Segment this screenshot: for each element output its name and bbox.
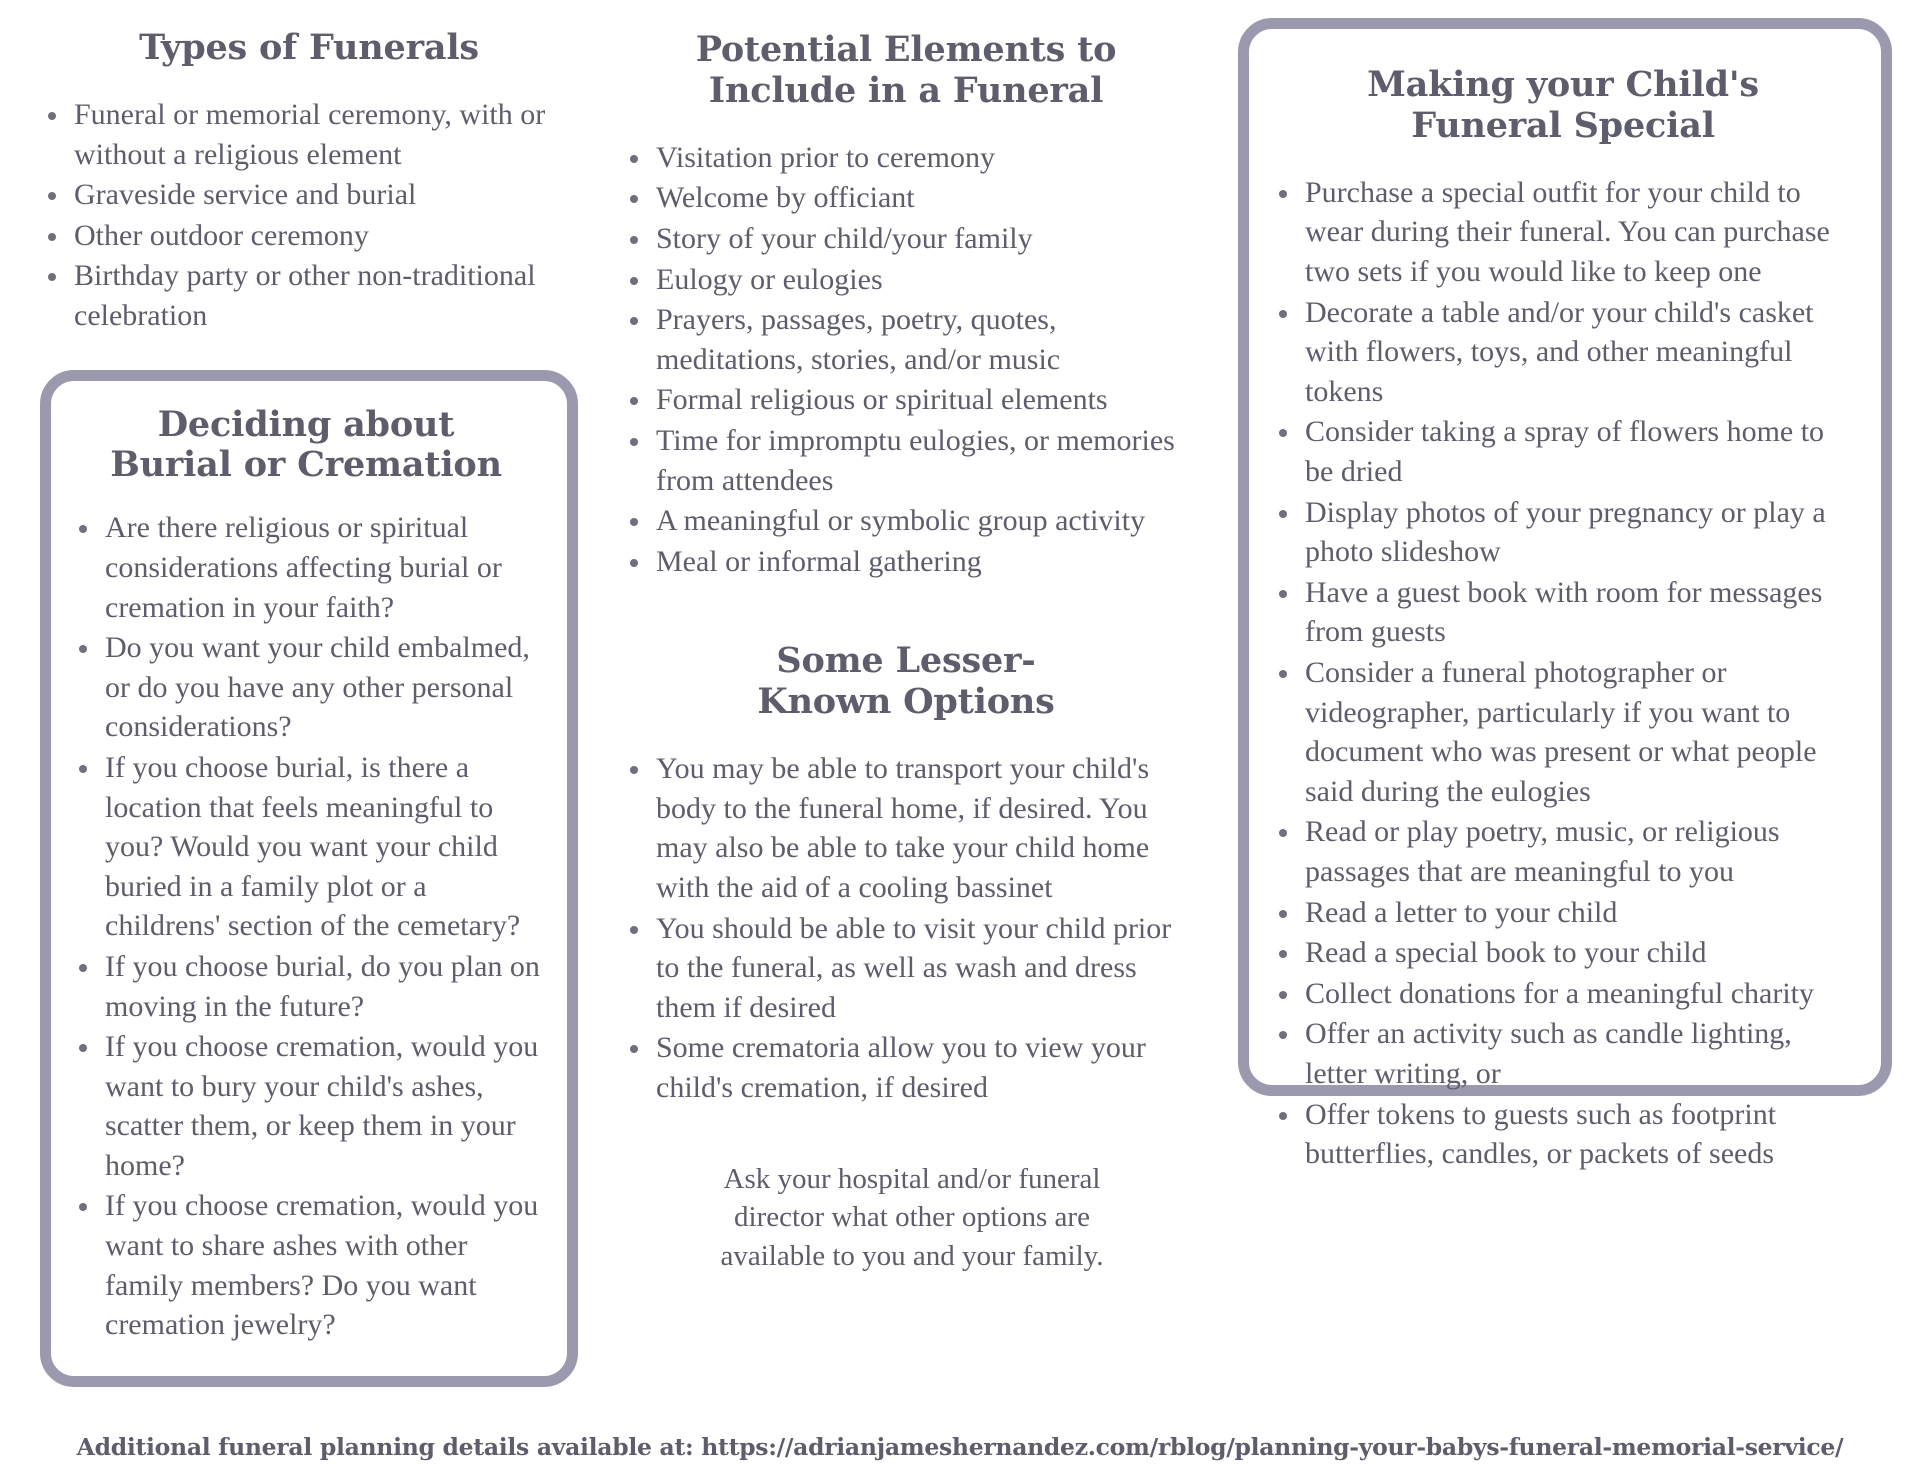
list-item: If you choose cremation, would you want to bury your child's ashes, scatter them, or keep them in your home? (71, 1027, 541, 1185)
list-item: If you choose cremation, would you want to share ashes with other family members? Do you want cremation jewelry? (71, 1186, 541, 1344)
list-item: Funeral or memorial ceremony, with or without a religious element (40, 95, 578, 174)
list-item: Welcome by officiant (622, 178, 1190, 218)
title-line-2: Known Options (757, 681, 1055, 723)
list-item: Read a special book to your child (1271, 933, 1855, 973)
list-item: Birthday party or other non-traditional celebration (40, 256, 578, 335)
list-item: Formal religious or spiritual elements (622, 380, 1190, 420)
closing-note (622, 1160, 1190, 1277)
list-item: If you choose burial, is there a location that feels meaningful to you? Would you want your child buried in a family plot or a childrens' section of the cemetary? (71, 748, 541, 946)
potential-elements-list (622, 138, 1190, 582)
burial-or-cremation-title (71, 405, 541, 487)
list-item: Visitation prior to ceremony (622, 138, 1190, 178)
list-item: Some crematoria allow you to view your child's cremation, if desired (622, 1028, 1190, 1107)
list-item: Prayers, passages, poetry, quotes, meditations, stories, and/or music (622, 300, 1190, 379)
making-special-list (1271, 173, 1855, 1174)
title-line-1: Potential Elements to (695, 29, 1117, 70)
list-item: Graveside service and burial (40, 175, 578, 215)
list-item: Offer an activity such as candle lighting, letter writing, or (1271, 1014, 1855, 1093)
list-item: A meaningful or symbolic group activity (622, 501, 1190, 541)
potential-elements-section (622, 30, 1190, 581)
types-of-funerals-section (40, 28, 578, 336)
closing-note-line-2: director what other options are (734, 1201, 1090, 1234)
types-of-funerals-title: Types of Funerals (139, 27, 479, 68)
title-line-1: Deciding about (157, 403, 455, 445)
list-item: You may be able to transport your child's body to the funeral home, if desired. You may also be able to take your child home with the aid of a cooling bassinet (622, 749, 1190, 907)
footer-url-note: Additional funeral planning details available at: https://adrianjameshernandez.com/rblog/planning-your-babys-funeral-memorial-service/ (76, 1433, 1844, 1461)
title-line-2: Funeral Special (1411, 104, 1715, 146)
title-line-1: Making your Child's (1367, 64, 1759, 105)
closing-note-line-3: available to you and your family. (720, 1240, 1104, 1273)
title-line-2: Include in a Funeral (708, 69, 1104, 111)
types-of-funerals-list (40, 95, 578, 336)
making-special-box (1238, 18, 1892, 1171)
list-item: Read or play poetry, music, or religious passages that are meaningful to you (1271, 812, 1855, 891)
burial-or-cremation-box (40, 370, 578, 1387)
title-line-2: Burial or Cremation (110, 444, 502, 486)
list-item: Other outdoor ceremony (40, 216, 578, 256)
list-item: You should be able to visit your child prior to the funeral, as well as wash and dress them if desired (622, 909, 1190, 1028)
list-item: Time for impromptu eulogies, or memories from attendees (622, 421, 1190, 500)
potential-elements-title (622, 30, 1190, 112)
list-item: Display photos of your pregnancy or play a photo slideshow (1271, 493, 1855, 572)
list-item: Have a guest book with room for messages from guests (1271, 573, 1855, 652)
list-item: Consider taking a spray of flowers home to be dried (1271, 412, 1855, 491)
burial-or-cremation-list (71, 508, 541, 1344)
middle-column (600, 0, 1220, 1305)
lesser-known-options-title (622, 641, 1190, 723)
right-column (1220, 0, 1920, 1171)
list-item: If you choose burial, do you plan on moving in the future? (71, 947, 541, 1026)
left-column (0, 0, 600, 1387)
list-item: Meal or informal gathering (622, 542, 1190, 582)
making-special-title (1271, 65, 1855, 147)
list-item: Story of your child/your family (622, 219, 1190, 259)
list-item: Collect donations for a meaningful charity (1271, 974, 1855, 1014)
list-item: Consider a funeral photographer or videographer, particularly if you want to document who was present or what people said during the eulogies (1271, 653, 1855, 811)
lesser-known-options-list (622, 749, 1190, 1107)
list-item: Are there religious or spiritual considerations affecting burial or cremation in your faith? (71, 508, 541, 627)
list-item: Eulogy or eulogies (622, 260, 1190, 300)
list-item: Offer tokens to guests such as footprint butterflies, candles, or packets of seeds (1271, 1095, 1855, 1174)
list-item: Do you want your child embalmed, or do you have any other personal considerations? (71, 628, 541, 747)
lesser-known-options-section (622, 641, 1190, 1107)
list-item: Decorate a table and/or your child's casket with flowers, toys, and other meaningful tokens (1271, 293, 1855, 412)
list-item: Purchase a special outfit for your child to wear during their funeral. You can purchase two sets if you would like to keep one (1271, 173, 1855, 292)
title-line-1: Some Lesser- (776, 640, 1036, 682)
closing-note-line-1: Ask your hospital and/or funeral (723, 1162, 1101, 1195)
list-item: Read a letter to your child (1271, 893, 1855, 933)
